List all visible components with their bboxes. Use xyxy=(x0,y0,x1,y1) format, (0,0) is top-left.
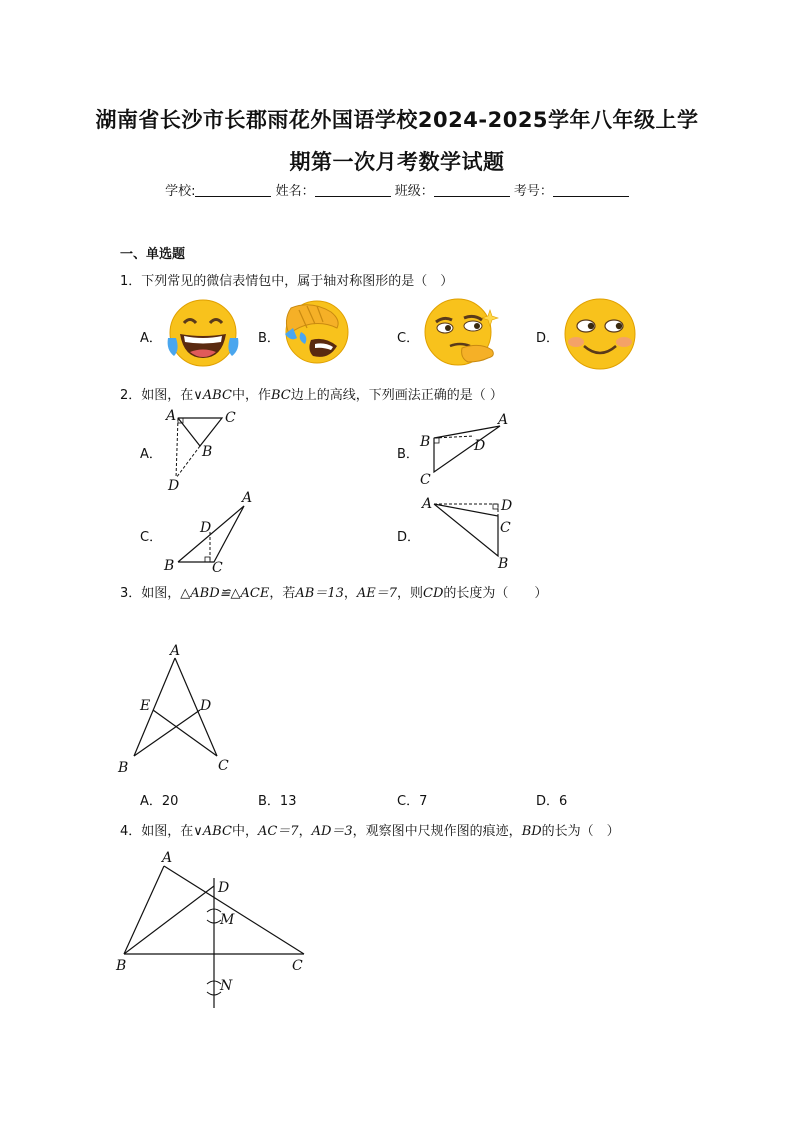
q3-prefix: 3．如图， xyxy=(120,586,181,601)
q4-triangle-symbol: ∨ xyxy=(193,824,203,839)
q1-option-d-label: D． xyxy=(536,331,560,346)
q3-label-c: C xyxy=(218,758,229,774)
q2a-label-a: A xyxy=(166,408,177,424)
id-label: 考号： xyxy=(513,184,553,199)
q2-option-d-label: D． xyxy=(397,530,421,545)
name-label: 姓名： xyxy=(275,184,315,199)
q1-option-b-label: B． xyxy=(258,331,280,346)
q2-option-a-label: A． xyxy=(140,447,162,462)
q3-figure xyxy=(112,640,242,780)
q2-triangle-symbol: ∨ xyxy=(193,388,203,403)
q4-label-b: B xyxy=(116,958,127,974)
laughing-tears-icon xyxy=(164,298,242,368)
q2-stem xyxy=(120,384,503,403)
q2-option-b-label: B． xyxy=(397,447,419,462)
q4-label-d: D xyxy=(218,880,230,896)
q2a-label-c: C xyxy=(225,410,236,426)
q3-congruence: △ABD≌△ACE xyxy=(180,586,270,601)
school-blank xyxy=(195,184,271,197)
q2b-label-a: A xyxy=(498,412,509,428)
q3-cd: CD xyxy=(423,586,444,601)
q2d-label-d: D xyxy=(501,498,513,514)
q3-ae-value: AE＝7 xyxy=(356,586,398,601)
q2-option-c-label: C． xyxy=(140,530,163,545)
q2c-label-d: D xyxy=(200,520,212,536)
id-blank xyxy=(553,184,629,197)
q3-option-a: A．20 xyxy=(140,794,179,809)
q4-label-a: A xyxy=(162,850,173,866)
q2c-label-a: A xyxy=(242,490,253,506)
q4-ad-value: AD＝3 xyxy=(311,824,353,839)
q2-suffix: 边上的高线，下列画法正确的是（ ） xyxy=(290,388,503,403)
q2-figure-b xyxy=(414,406,514,486)
q2-figure-c xyxy=(160,488,260,574)
q4-label-m: M xyxy=(220,912,235,928)
q3-stem xyxy=(120,582,547,601)
facepalm-laughing-icon xyxy=(281,298,355,366)
q3-mid2: ，则 xyxy=(397,586,424,601)
q3-label-e: E xyxy=(140,698,151,714)
q2-abc: ABC xyxy=(202,388,232,403)
q4-stem xyxy=(120,820,620,839)
section-title: 一、单选题 xyxy=(120,247,186,262)
q4-label-n: N xyxy=(220,978,233,994)
q4-bd: BD xyxy=(521,824,542,839)
q4-separator: ， xyxy=(298,824,312,839)
q2d-label-b: B xyxy=(498,556,509,572)
q1-option-c-label: C． xyxy=(397,331,420,346)
q4-abc: ABC xyxy=(202,824,232,839)
q2d-label-a: A xyxy=(422,496,433,512)
class-blank xyxy=(434,184,510,197)
page-title-line2: 期第一次月考数学试题 xyxy=(289,150,505,174)
q3-label-a: A xyxy=(170,643,181,659)
q3-separator: ， xyxy=(343,586,357,601)
q2-bc: BC xyxy=(270,388,291,403)
q3-option-b: B．13 xyxy=(258,794,297,809)
q2-figure-a xyxy=(160,404,250,494)
page-title-line1: 湖南省长沙市长郡雨花外国语学校2024-2025学年八年级上学 xyxy=(95,108,699,132)
q2b-label-b: B xyxy=(420,434,431,450)
q3-option-d: D．6 xyxy=(536,794,568,809)
q4-figure xyxy=(112,842,322,1014)
q3-mid1: ，若 xyxy=(269,586,296,601)
q4-mid2: ，观察图中尺规作图的痕迹， xyxy=(352,824,522,839)
q2c-label-b: B xyxy=(164,558,175,574)
q2a-label-d: D xyxy=(168,478,180,494)
q4-ac-value: AC＝7 xyxy=(257,824,299,839)
q4-label-c: C xyxy=(292,958,303,974)
q3-ab-value: AB＝13 xyxy=(295,586,344,601)
q2-figure-d xyxy=(414,490,524,572)
q3-suffix: 的长度为（ ） xyxy=(443,586,548,601)
q2d-label-c: C xyxy=(500,520,511,536)
q4-prefix: 4．如图，在 xyxy=(120,824,194,839)
q2c-label-c: C xyxy=(212,560,223,574)
class-label: 班级： xyxy=(394,184,434,199)
q4-mid1: 中， xyxy=(231,824,258,839)
q1-stem: 1．下列常见的微信表情包中，属于轴对称图形的是（ ） xyxy=(120,274,454,289)
q2b-label-c: C xyxy=(420,472,431,486)
q4-suffix: 的长为（ ） xyxy=(541,824,620,839)
school-label: 学校: xyxy=(165,184,196,199)
q2b-label-d: D xyxy=(474,438,486,454)
q3-option-c: C．7 xyxy=(397,794,428,809)
q2-mid: 中，作 xyxy=(231,388,271,403)
student-info-line xyxy=(0,180,794,199)
q2a-label-b: B xyxy=(202,444,213,460)
q2-prefix: 2．如图，在 xyxy=(120,388,194,403)
q3-label-d: D xyxy=(200,698,212,714)
q1-option-a-label: A． xyxy=(140,331,162,346)
q3-label-b: B xyxy=(118,760,129,776)
side-eye-smile-icon xyxy=(560,296,640,372)
name-blank xyxy=(315,184,391,197)
smug-thinking-icon xyxy=(420,296,500,370)
